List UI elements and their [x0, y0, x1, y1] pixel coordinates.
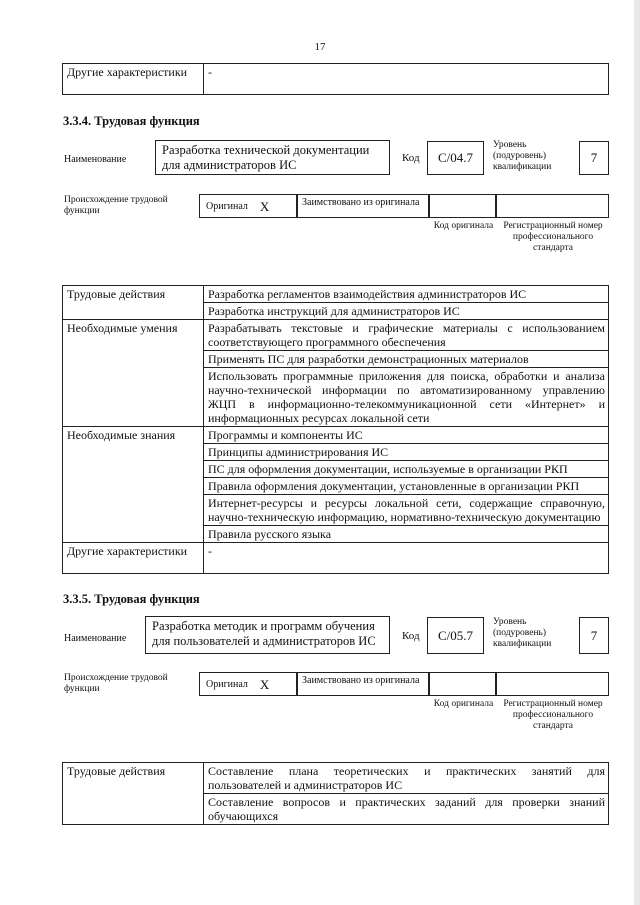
function-code-box: С/05.7	[427, 617, 484, 654]
name-label: Наименование	[64, 633, 127, 644]
action-item: Составление плана теоретических и практических занятий для пользователей и администраторов ИС	[204, 763, 609, 794]
code-label: Код	[402, 630, 420, 642]
other-characteristics-label: Другие характеристики	[63, 64, 204, 95]
knowledge-item: ПС для оформления документации, используемые в организации РКП	[204, 461, 609, 478]
action-item: Составление вопросов и практических заданий для проверки знаний обучающихся	[204, 794, 609, 825]
function-details-table	[62, 285, 609, 574]
reg-number-caption: Регистрационный номер профессионального стандарта	[503, 699, 603, 731]
action-item: Разработка инструкций для администраторов ИС	[204, 303, 609, 320]
actions-label: Трудовые действия	[63, 286, 204, 320]
skill-item: Разрабатывать текстовые и графические материалы с использованием соответствующего программного обеспечения	[204, 320, 609, 351]
action-item: Разработка регламентов взаимодействия администраторов ИС	[204, 286, 609, 303]
skill-item: Использовать программные приложения для поиска, обработки и анализа научно-технической информации по автоматизированному управлению ЖЦП в информационно-телекоммуникационной сети «Интернет» и информационных ресурсах локальной сети	[204, 368, 609, 427]
knowledge-label: Необходимые знания	[63, 427, 204, 543]
origin-row	[199, 672, 609, 696]
knowledge-item: Программы и компоненты ИС	[204, 427, 609, 444]
original-cell	[199, 194, 297, 218]
reg-number-cell	[496, 672, 609, 696]
page-edge-shadow	[634, 0, 640, 905]
level-label: Уровень (подуровень) квалификации	[493, 617, 552, 649]
actions-label: Трудовые действия	[63, 763, 204, 825]
code-label: Код	[402, 152, 420, 164]
borrowed-label: Заимствовано из оригинала	[297, 672, 429, 696]
function-name-box: Разработка технической документации для администраторов ИС	[155, 140, 390, 175]
function-details-table	[62, 762, 609, 825]
origin-label: Происхождение трудовой функции	[64, 673, 168, 694]
knowledge-item: Правила русского языка	[204, 526, 609, 543]
original-label: Оригинал	[206, 678, 248, 690]
origin-code-cell	[429, 194, 496, 218]
other-label: Другие характеристики	[63, 543, 204, 574]
knowledge-item: Принципы администрирования ИС	[204, 444, 609, 461]
section-heading: 3.3.4. Трудовая функция	[63, 114, 200, 128]
function-code-box: С/04.7	[427, 141, 484, 175]
original-mark: Х	[259, 676, 270, 692]
other-characteristics-value: -	[204, 64, 609, 95]
skill-item: Применять ПС для разработки демонстрационных материалов	[204, 351, 609, 368]
level-box: 7	[579, 141, 609, 175]
origin-row	[199, 194, 609, 218]
page-number: 17	[314, 41, 326, 53]
reg-number-cell	[496, 194, 609, 218]
top-characteristics-table	[62, 63, 609, 95]
origin-code-caption: Код оригинала	[433, 699, 494, 709]
skills-label: Необходимые умения	[63, 320, 204, 427]
other-value: -	[204, 543, 609, 574]
knowledge-item: Интернет-ресурсы и ресурсы локальной сети, содержащие справочную, научно-техническую информацию, нормативно-техническую документацию	[204, 495, 609, 526]
knowledge-item: Правила оформления документации, установленные в организации РКП	[204, 478, 609, 495]
origin-label: Происхождение трудовой функции	[64, 195, 168, 216]
section-heading: 3.3.5. Трудовая функция	[63, 592, 200, 606]
borrowed-label: Заимствовано из оригинала	[297, 194, 429, 218]
origin-code-caption: Код оригинала	[433, 221, 494, 231]
original-label: Оригинал	[206, 200, 248, 212]
level-label: Уровень (подуровень) квалификации	[493, 140, 552, 172]
level-box: 7	[579, 617, 609, 654]
reg-number-caption: Регистрационный номер профессионального стандарта	[503, 221, 603, 253]
origin-code-cell	[429, 672, 496, 696]
function-name-box: Разработка методик и программ обучения для пользователей и администраторов ИС	[145, 616, 390, 654]
original-cell	[199, 672, 297, 696]
name-label: Наименование	[64, 154, 127, 165]
original-mark: Х	[259, 198, 270, 214]
